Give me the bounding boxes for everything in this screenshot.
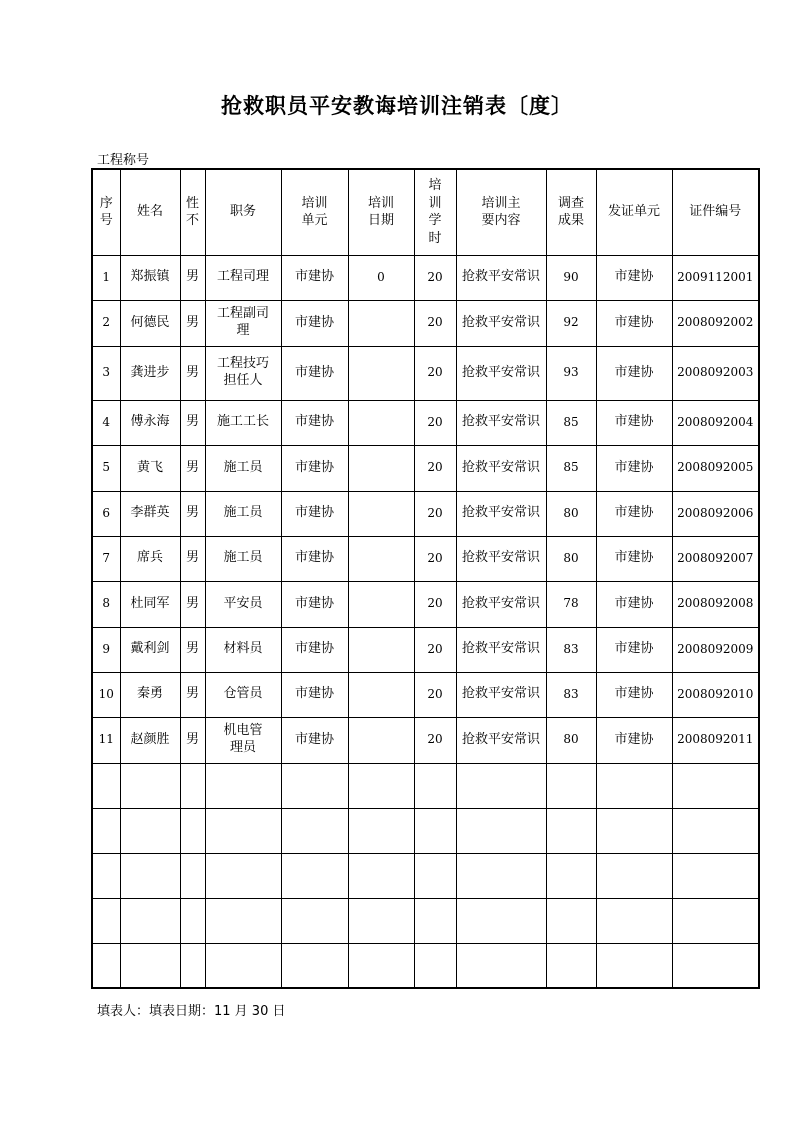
training-register-table	[91, 168, 760, 989]
empty-cell	[205, 808, 281, 853]
cell-date	[348, 445, 414, 491]
cell-gender: 男	[180, 627, 205, 672]
header-text: 学	[428, 213, 442, 229]
empty-cell	[281, 943, 348, 988]
empty-cell	[180, 898, 205, 943]
cell-unit: 市建协	[281, 627, 348, 672]
cell-job	[205, 400, 281, 445]
cell-name: 郑振镇	[120, 255, 180, 300]
cell-unit: 市建协	[281, 255, 348, 300]
cell-score: 85	[546, 445, 596, 491]
header-text: 证件编号	[689, 204, 742, 220]
cell-text: 材料员	[223, 641, 263, 657]
empty-row	[92, 943, 759, 988]
empty-cell	[456, 853, 546, 898]
empty-cell	[672, 898, 759, 943]
project-name-label: 工程称号	[97, 153, 150, 168]
header-text: 成果	[557, 213, 584, 229]
empty-cell	[92, 763, 120, 808]
cell-hours: 20	[414, 346, 456, 400]
empty-cell	[596, 808, 672, 853]
cell-unit: 市建协	[281, 717, 348, 763]
header-text: 培训	[367, 195, 394, 211]
cell-gender: 男	[180, 346, 205, 400]
table-body	[92, 255, 759, 988]
cell-text: 理员	[229, 740, 256, 755]
empty-cell	[348, 943, 414, 988]
empty-cell	[672, 853, 759, 898]
cell-job	[205, 445, 281, 491]
header-cell	[92, 169, 120, 255]
cell-gender: 男	[180, 300, 205, 346]
cell-unit: 市建协	[281, 300, 348, 346]
cell-issuer: 市建协	[596, 627, 672, 672]
cell-date	[348, 400, 414, 445]
empty-cell	[546, 853, 596, 898]
empty-cell	[180, 943, 205, 988]
cell-job	[205, 255, 281, 300]
cell-text: 机电管	[223, 723, 263, 739]
empty-cell	[596, 853, 672, 898]
empty-cell	[180, 853, 205, 898]
cell-date	[348, 300, 414, 346]
empty-cell	[92, 808, 120, 853]
empty-cell	[180, 763, 205, 808]
cell-score: 90	[546, 255, 596, 300]
header-cell	[456, 169, 546, 255]
header-text: 培训	[301, 195, 328, 211]
empty-cell	[456, 808, 546, 853]
cell-gender: 男	[180, 672, 205, 717]
cell-date: 0	[348, 255, 414, 300]
cell-cert: 2008092009	[672, 627, 759, 672]
header-cell	[180, 169, 205, 255]
header-cell	[281, 169, 348, 255]
cell-text: 施工工长	[216, 414, 269, 430]
empty-cell	[281, 763, 348, 808]
cell-no: 4	[92, 400, 120, 445]
cell-hours: 20	[414, 445, 456, 491]
empty-cell	[456, 763, 546, 808]
cell-issuer: 市建协	[596, 491, 672, 536]
cell-issuer: 市建协	[596, 717, 672, 763]
cell-unit: 市建协	[281, 400, 348, 445]
header-cell	[205, 169, 281, 255]
empty-cell	[120, 808, 180, 853]
cell-job	[205, 536, 281, 581]
header-cell	[414, 169, 456, 255]
cell-name: 赵颜胜	[120, 717, 180, 763]
cell-job	[205, 717, 281, 763]
cell-date	[348, 491, 414, 536]
header-row	[92, 169, 759, 255]
cell-unit: 市建协	[281, 672, 348, 717]
empty-cell	[205, 943, 281, 988]
cell-no: 10	[92, 672, 120, 717]
table-row	[92, 255, 759, 300]
empty-cell	[348, 898, 414, 943]
cell-text: 施工员	[223, 550, 263, 566]
cell-content: 抢救平安常识	[456, 672, 546, 717]
cell-no: 3	[92, 346, 120, 400]
cell-no: 2	[92, 300, 120, 346]
cell-no: 7	[92, 536, 120, 581]
table-row	[92, 400, 759, 445]
empty-cell	[596, 763, 672, 808]
cell-text: 平安员	[223, 595, 263, 611]
empty-cell	[120, 763, 180, 808]
header-text: 调查	[557, 195, 584, 211]
cell-date	[348, 346, 414, 400]
table-row	[92, 300, 759, 346]
cell-hours: 20	[414, 672, 456, 717]
cell-content: 抢救平安常识	[456, 346, 546, 400]
header-text: 性	[185, 195, 199, 211]
cell-cert: 2008092010	[672, 672, 759, 717]
cell-text: 工程司理	[216, 269, 269, 285]
cell-unit: 市建协	[281, 581, 348, 627]
cell-score: 92	[546, 300, 596, 346]
cell-no: 6	[92, 491, 120, 536]
empty-cell	[672, 808, 759, 853]
header-text: 不	[185, 213, 199, 229]
cell-issuer: 市建协	[596, 536, 672, 581]
table-header	[92, 169, 759, 255]
cell-issuer: 市建协	[596, 581, 672, 627]
empty-cell	[205, 853, 281, 898]
cell-content: 抢救平安常识	[456, 300, 546, 346]
empty-cell	[414, 943, 456, 988]
cell-cert: 2008092007	[672, 536, 759, 581]
table-row	[92, 717, 759, 763]
empty-cell	[456, 943, 546, 988]
empty-cell	[348, 853, 414, 898]
header-text: 序	[99, 195, 113, 211]
cell-content: 抢救平安常识	[456, 255, 546, 300]
empty-cell	[281, 808, 348, 853]
cell-issuer: 市建协	[596, 445, 672, 491]
table-row	[92, 536, 759, 581]
empty-cell	[92, 943, 120, 988]
cell-score: 78	[546, 581, 596, 627]
empty-cell	[672, 943, 759, 988]
cell-issuer: 市建协	[596, 346, 672, 400]
cell-hours: 20	[414, 400, 456, 445]
table-row	[92, 627, 759, 672]
cell-unit: 市建协	[281, 346, 348, 400]
empty-cell	[414, 808, 456, 853]
header-text: 号	[99, 213, 113, 229]
header-cell	[672, 169, 759, 255]
cell-score: 83	[546, 627, 596, 672]
empty-cell	[414, 898, 456, 943]
cell-gender: 男	[180, 445, 205, 491]
cell-content: 抢救平安常识	[456, 400, 546, 445]
empty-cell	[92, 898, 120, 943]
cell-text: 担任人	[223, 373, 263, 388]
cell-job	[205, 672, 281, 717]
cell-content: 抢救平安常识	[456, 445, 546, 491]
cell-content: 抢救平安常识	[456, 491, 546, 536]
cell-score: 85	[546, 400, 596, 445]
header-text: 单元	[301, 213, 328, 229]
header-text: 时	[428, 230, 442, 246]
cell-text: 施工员	[223, 459, 263, 475]
cell-name: 秦勇	[120, 672, 180, 717]
empty-cell	[596, 898, 672, 943]
header-cell	[348, 169, 414, 255]
cell-score: 83	[546, 672, 596, 717]
header-text: 培训主	[481, 195, 521, 211]
cell-cert: 2008092011	[672, 717, 759, 763]
empty-cell	[546, 943, 596, 988]
cell-hours: 20	[414, 536, 456, 581]
empty-cell	[120, 898, 180, 943]
empty-cell	[180, 808, 205, 853]
cell-name: 席兵	[120, 536, 180, 581]
empty-cell	[414, 763, 456, 808]
table-row	[92, 445, 759, 491]
cell-content: 抢救平安常识	[456, 717, 546, 763]
cell-issuer: 市建协	[596, 300, 672, 346]
cell-date	[348, 536, 414, 581]
empty-cell	[672, 763, 759, 808]
table-row	[92, 581, 759, 627]
cell-hours: 20	[414, 300, 456, 346]
header-text: 姓名	[136, 204, 163, 220]
cell-date	[348, 627, 414, 672]
header-text: 日期	[367, 213, 394, 229]
cell-date	[348, 581, 414, 627]
cell-text: 施工员	[223, 505, 263, 521]
empty-cell	[414, 853, 456, 898]
cell-cert: 2008092004	[672, 400, 759, 445]
cell-hours: 20	[414, 255, 456, 300]
cell-name: 何德民	[120, 300, 180, 346]
footer-fill-info: 填表人：填表日期：11 月 30 日	[97, 1004, 286, 1019]
cell-hours: 20	[414, 491, 456, 536]
cell-gender: 男	[180, 400, 205, 445]
empty-cell	[546, 763, 596, 808]
empty-cell	[456, 898, 546, 943]
cell-cert: 2008092002	[672, 300, 759, 346]
empty-cell	[281, 898, 348, 943]
cell-cert: 2008092006	[672, 491, 759, 536]
cell-score: 93	[546, 346, 596, 400]
cell-name: 戴利剑	[120, 627, 180, 672]
empty-cell	[120, 943, 180, 988]
cell-job	[205, 346, 281, 400]
header-text: 训	[428, 195, 442, 211]
cell-gender: 男	[180, 536, 205, 581]
header-text: 发证单元	[607, 204, 660, 220]
cell-name: 黄飞	[120, 445, 180, 491]
cell-text: 理	[236, 323, 250, 338]
empty-row	[92, 853, 759, 898]
cell-name: 李群英	[120, 491, 180, 536]
cell-cert: 2008092005	[672, 445, 759, 491]
cell-name: 龚进步	[120, 346, 180, 400]
cell-gender: 男	[180, 491, 205, 536]
cell-hours: 20	[414, 581, 456, 627]
header-cell	[596, 169, 672, 255]
cell-text: 工程技巧	[216, 356, 269, 372]
cell-no: 8	[92, 581, 120, 627]
cell-no: 11	[92, 717, 120, 763]
cell-text: 工程副司	[216, 306, 269, 322]
empty-row	[92, 808, 759, 853]
header-cell	[546, 169, 596, 255]
empty-cell	[205, 898, 281, 943]
header-cell	[120, 169, 180, 255]
cell-score: 80	[546, 491, 596, 536]
empty-row	[92, 898, 759, 943]
cell-unit: 市建协	[281, 491, 348, 536]
cell-hours: 20	[414, 627, 456, 672]
header-text: 培	[428, 178, 442, 194]
empty-cell	[596, 943, 672, 988]
cell-no: 1	[92, 255, 120, 300]
cell-date	[348, 717, 414, 763]
cell-job	[205, 581, 281, 627]
cell-gender: 男	[180, 581, 205, 627]
cell-cert: 2009112001	[672, 255, 759, 300]
empty-cell	[281, 853, 348, 898]
header-text: 要内容	[481, 213, 521, 229]
empty-cell	[348, 763, 414, 808]
cell-no: 5	[92, 445, 120, 491]
cell-unit: 市建协	[281, 445, 348, 491]
empty-cell	[120, 853, 180, 898]
cell-cert: 2008092003	[672, 346, 759, 400]
cell-name: 杜同军	[120, 581, 180, 627]
table-row	[92, 672, 759, 717]
header-text: 职务	[229, 204, 256, 220]
cell-text: 仓管员	[223, 686, 263, 702]
cell-gender: 男	[180, 255, 205, 300]
cell-issuer: 市建协	[596, 672, 672, 717]
cell-score: 80	[546, 536, 596, 581]
document-title: 抢救职员平安教诲培训注销表〔度〕	[221, 93, 573, 118]
empty-cell	[92, 853, 120, 898]
cell-unit: 市建协	[281, 536, 348, 581]
cell-gender: 男	[180, 717, 205, 763]
empty-cell	[348, 808, 414, 853]
cell-date	[348, 672, 414, 717]
empty-cell	[546, 808, 596, 853]
cell-job	[205, 300, 281, 346]
cell-score: 80	[546, 717, 596, 763]
empty-cell	[205, 763, 281, 808]
cell-cert: 2008092008	[672, 581, 759, 627]
cell-name: 傅永海	[120, 400, 180, 445]
table-row	[92, 346, 759, 400]
cell-issuer: 市建协	[596, 400, 672, 445]
cell-content: 抢救平安常识	[456, 627, 546, 672]
cell-no: 9	[92, 627, 120, 672]
cell-hours: 20	[414, 717, 456, 763]
cell-content: 抢救平安常识	[456, 536, 546, 581]
cell-job	[205, 627, 281, 672]
cell-issuer: 市建协	[596, 255, 672, 300]
cell-content: 抢救平安常识	[456, 581, 546, 627]
empty-row	[92, 763, 759, 808]
table-row	[92, 491, 759, 536]
empty-cell	[546, 898, 596, 943]
cell-job	[205, 491, 281, 536]
